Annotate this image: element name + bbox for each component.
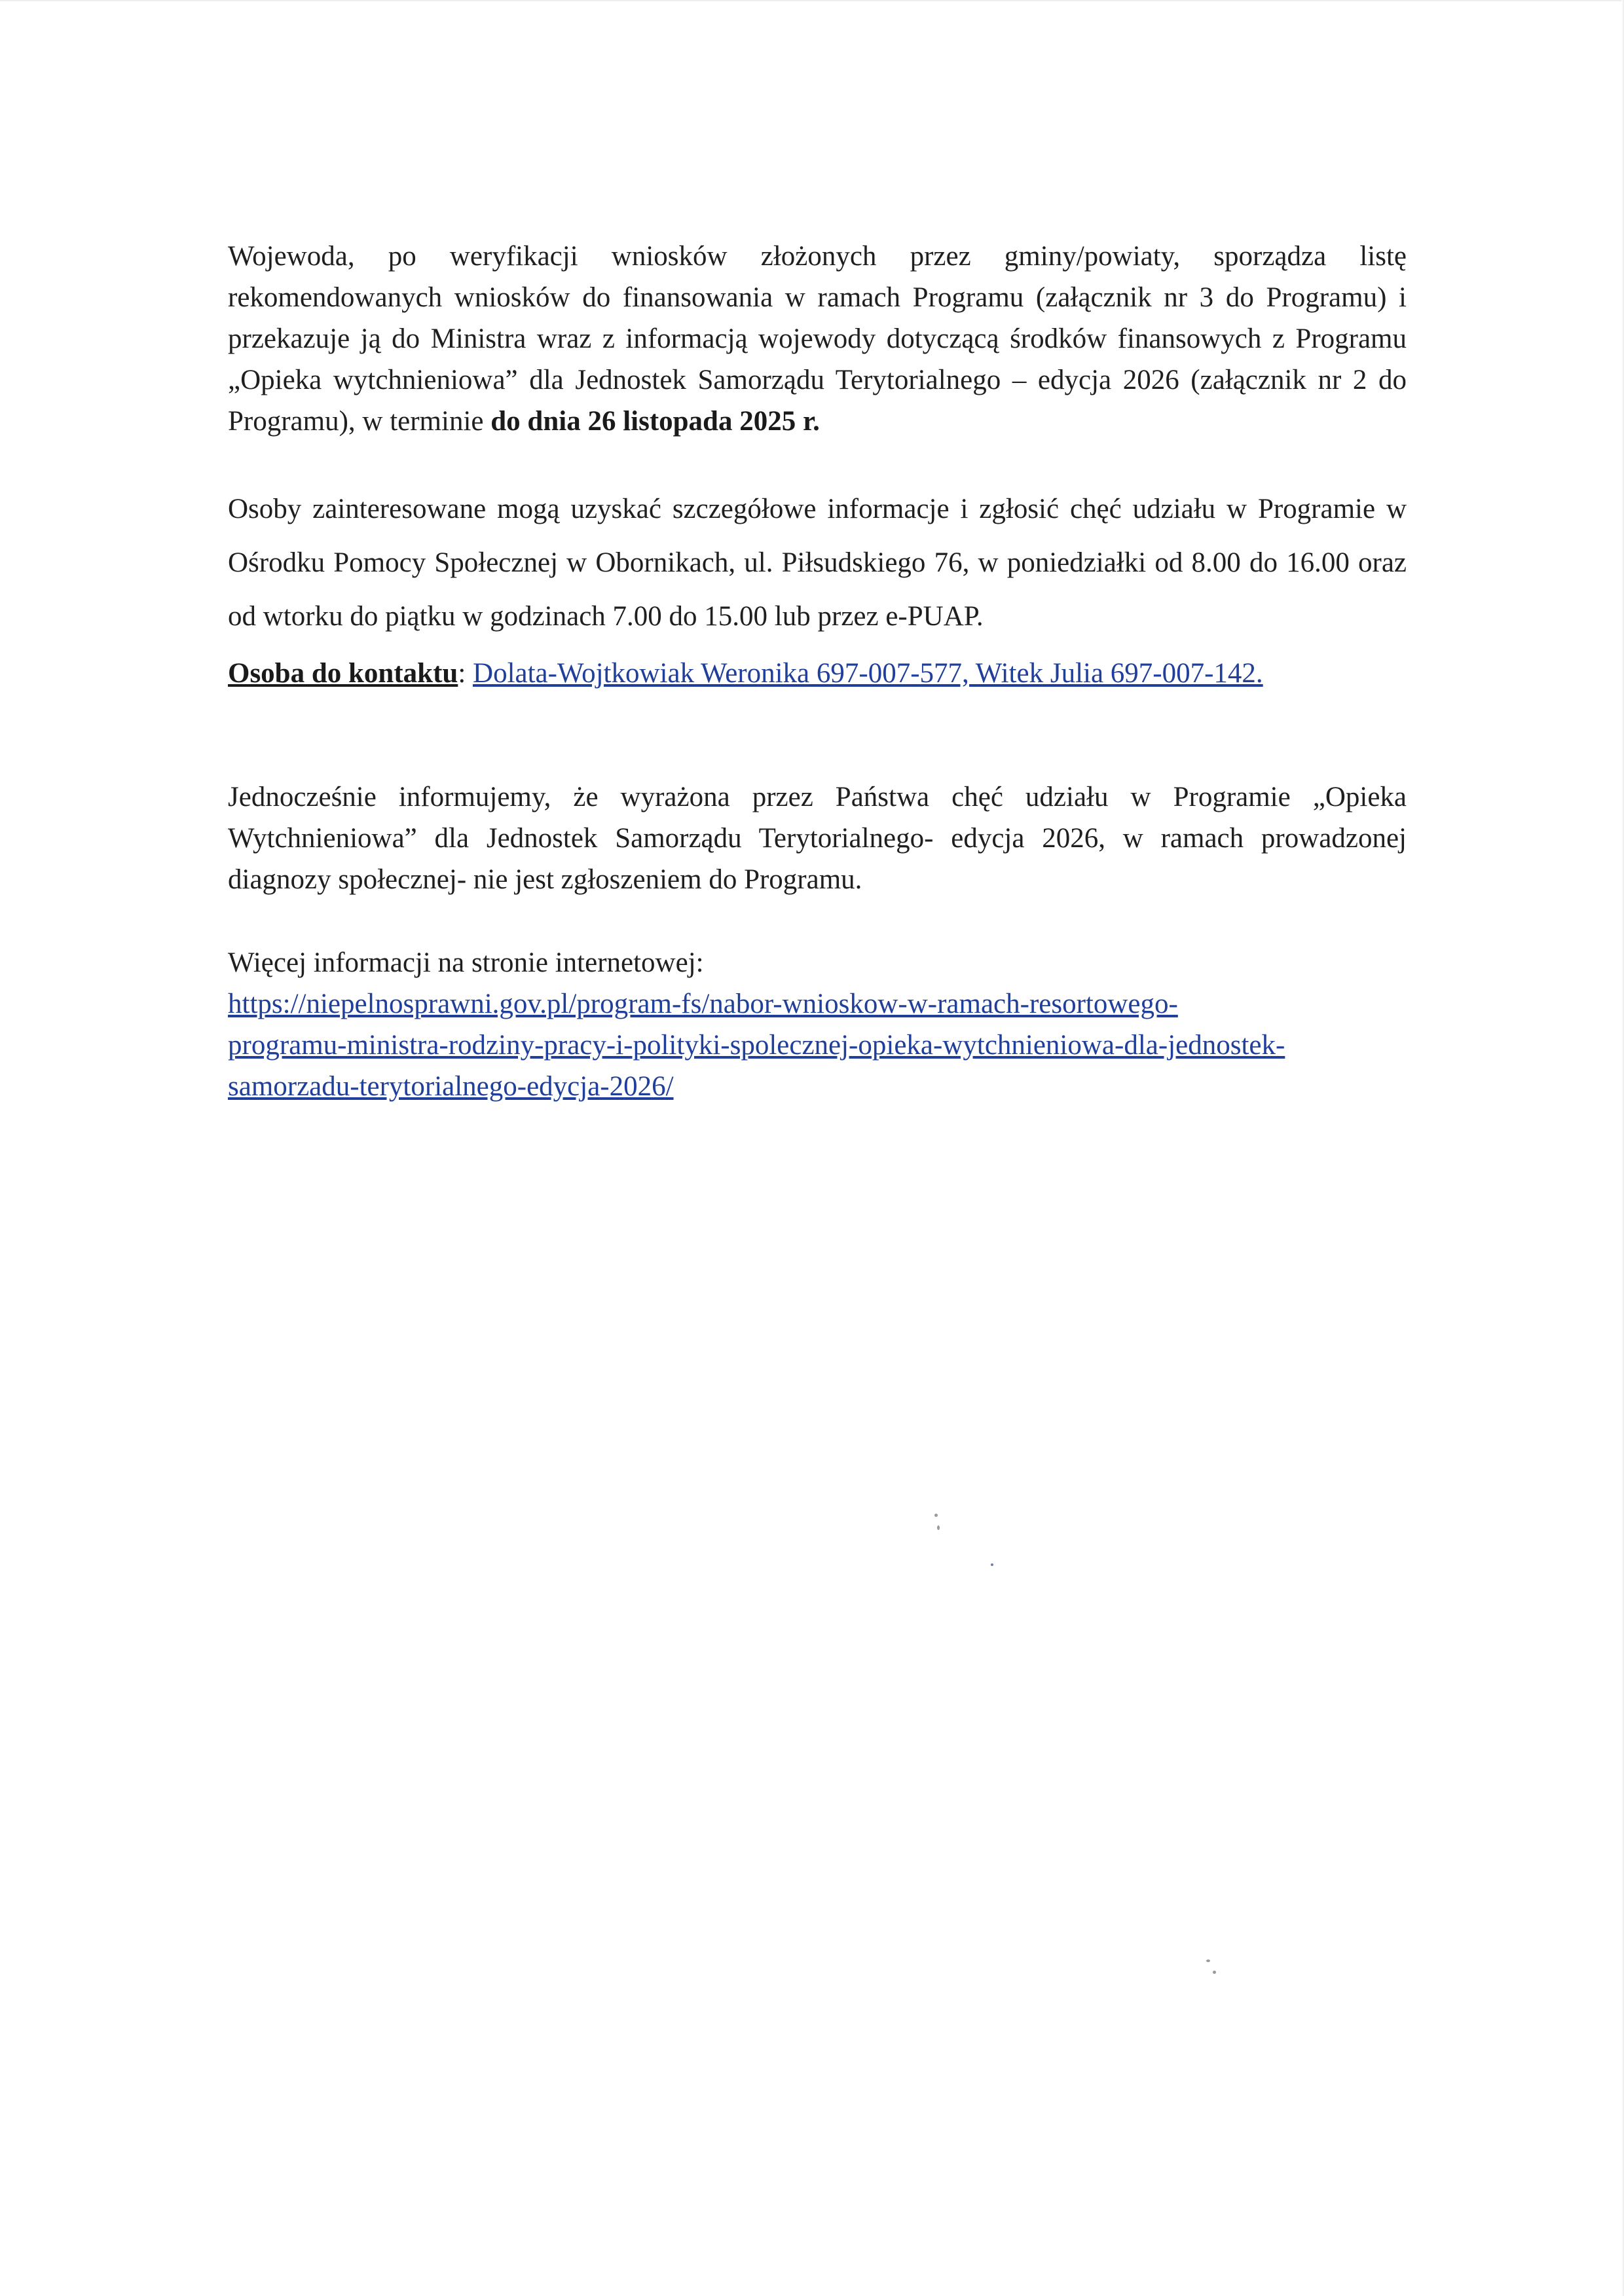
scan-speck — [937, 1525, 940, 1530]
document-body — [228, 236, 1407, 1107]
program-url-line[interactable]: programu-ministra-rodziny-pracy-i-polityki-spolecznej-opieka-wytchnieniowa-dla-jednostek- — [228, 1030, 1285, 1061]
contact-label: Osoba do kontaktu — [228, 658, 458, 689]
contact-line — [228, 653, 1407, 694]
contact-persons-link[interactable]: Dolata-Wojtkowiak Weronika 697-007-577, Witek Julia 697-007-142. — [473, 658, 1263, 689]
program-url-line[interactable]: https://niepelnosprawni.gov.pl/program-fs/nabor-wnioskow-w-ramach-resortowego- — [228, 989, 1178, 1019]
paragraph-contact-info: Osoby zainteresowane mogą uzyskać szczegółowe informacje i zgłosić chęć udziału w Programie w Ośrodku Pomocy Społecznej w Obornikach, ul. Piłsudskiego 76, w poniedziałki od 8.00 do 16.00 oraz od wtorku do piątku w godzinach 7.00 do 15.00 lub przez e-PUAP. — [228, 494, 1407, 632]
paragraph-more-info: Więcej informacji na stronie internetowej: — [228, 947, 704, 978]
scan-edge-right — [1621, 0, 1624, 2296]
program-url-line[interactable]: samorzadu-terytorialnego-edycja-2026/ — [228, 1071, 674, 1102]
scan-speck — [991, 1563, 993, 1566]
scan-edge-top — [0, 0, 1624, 2]
deadline-date: do dnia 26 listopada 2025 r. — [490, 406, 820, 437]
program-url-link[interactable] — [228, 983, 1407, 1107]
scan-speck — [934, 1514, 938, 1517]
scan-speck — [1213, 1971, 1216, 1974]
paragraph-voivode-procedure — [228, 236, 1407, 442]
scan-speck — [1206, 1959, 1210, 1962]
paragraph-notice: Jednocześnie informujemy, że wyrażona przez Państwa chęć udziału w Programie „Opieka Wytchnieniowa” dla Jednostek Samorządu Terytorialnego- edycja 2026, w ramach prowadzonej diagnozy społecznej- nie jest zgłoszeniem do Programu. — [228, 782, 1407, 895]
contact-colon: : — [458, 658, 473, 689]
paragraph-voivode-text: Wojewoda, po weryfikacji wniosków złożonych przez gminy/powiaty, sporządza listę rekomendowanych wniosków do finansowania w ramach Programu (załącznik nr 3 do Programu) i przekazuje ją do Ministra wraz z informacją wojewody dotyczącą środków finansowych z Programu „Opieka wytchnieniowa” dla Jednostek Samorządu Terytorialnego – edycja 2026 (załącznik nr 2 do Programu), w terminie — [228, 241, 1407, 437]
